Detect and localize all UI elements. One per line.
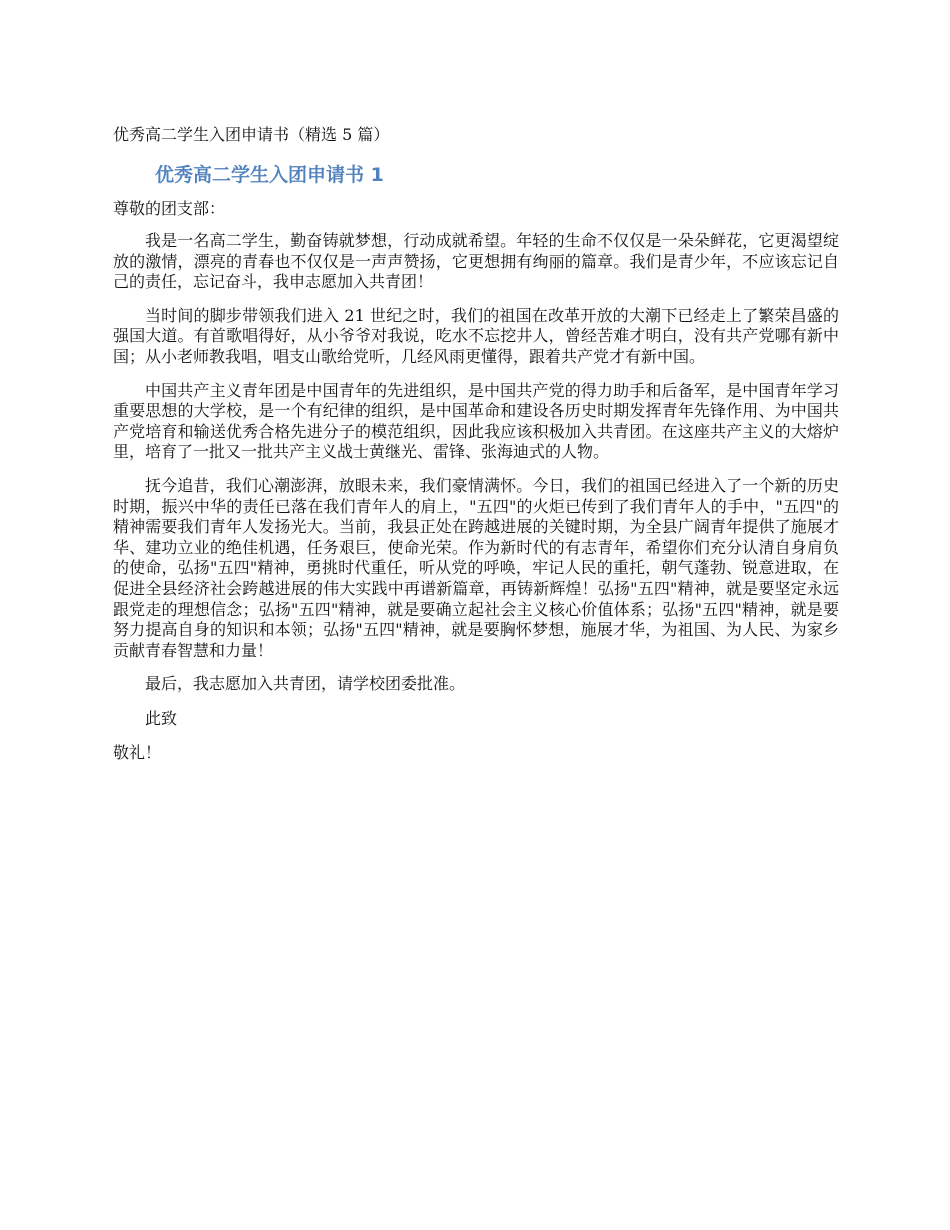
section-heading: 优秀高二学生入团申请书 1 — [155, 164, 384, 186]
document-page — [113, 122, 839, 763]
closing: 此致 — [145, 708, 178, 728]
body-paragraph-2: 当时间的脚步带领我们进入 21 世纪之时，我们的祖国在改革开放的大潮下已经走上了繁荣昌盛的强国大道。有首歌唱得好，从小爷爷对我说，吃水不忘挖井人，曾经苦难才明白，没有共产党哪有新中国；从小老师教我唱，唱支山歌给党听，几经风雨更懂得，跟着共产党才有新中国。 — [113, 305, 839, 366]
regards: 敬礼！ — [113, 742, 162, 762]
body-paragraph-4: 抚今追昔，我们心潮澎湃，放眼未来，我们豪情满怀。今日，我们的祖国已经进入了一个新的历史时期，振兴中华的责任已落在我们青年人的肩上，"五四"的火炬已传到了我们青年人的手中，"五四"的精神需要我们青年人发扬光大。当前，我县正处在跨越进展的关键时期，为全县广阔青年提供了施展才华、建功立业的绝佳机遇，任务艰巨，使命光荣。作为新时代的有志青年，希望你们充分认清自身肩负的使命，弘扬"五四"精神，勇挑时代重任，听从党的呼唤，牢记人民的重托，朝气蓬勃、锐意进取，在促进全县经济社会跨越进展的伟大实践中再谱新篇章，再铸新辉煌！弘扬"五四"精神，就是要坚定永远跟党走的理想信念；弘扬"五四"精神，就是要确立起社会主义核心价值体系；弘扬"五四"精神，就是要努力提高自身的知识和本领；弘扬"五四"精神，就是要胸怀梦想，施展才华，为祖国、为人民、为家乡贡献青春智慧和力量！ — [113, 475, 839, 660]
salutation: 尊敬的团支部： — [113, 199, 226, 218]
body-paragraph-3: 中国共产主义青年团是中国青年的先进组织，是中国共产党的得力助手和后备军，是中国青年学习重要思想的大学校，是一个有纪律的组织，是中国革命和建设各历史时期发挥青年先锋作用、为中国共产党培育和输送优秀合格先进分子的模范组织，因此我应该积极加入共青团。在这座共产主义的大熔炉里，培育了一批又一批共产主义战士黄继光、雷锋、张海迪式的人物。 — [113, 380, 839, 462]
body-paragraph-5: 最后，我志愿加入共青团，请学校团委批准。 — [145, 674, 466, 694]
document-title: 优秀高二学生入团申请书（精选 5 篇） — [113, 125, 390, 144]
body-paragraph-1: 我是一名高二学生，勤奋铸就梦想，行动成就希望。年轻的生命不仅仅是一朵朵鲜花，它更渴望绽放的激情，漂亮的青春也不仅仅是一声声赞扬，它更想拥有绚丽的篇章。我们是青少年，不应该忘记自己的责任，忘记奋斗，我申志愿加入共青团！ — [113, 231, 839, 292]
